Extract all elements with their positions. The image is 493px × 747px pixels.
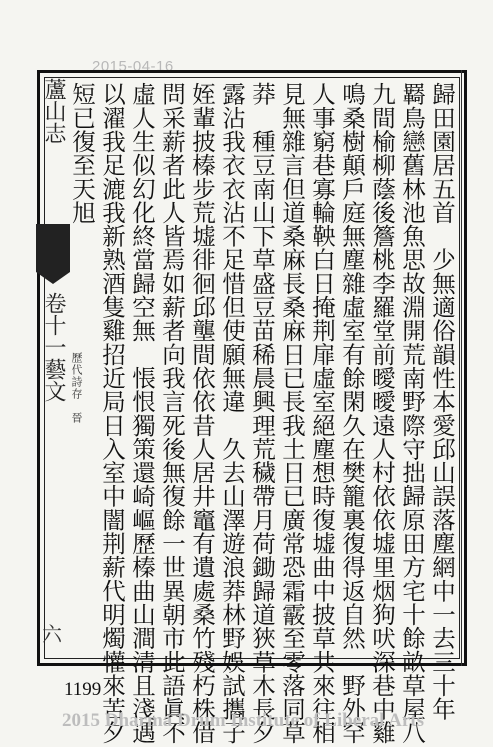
fish-tail-mark	[36, 224, 70, 284]
margin-leaf-number: 六	[42, 622, 62, 646]
watermark-text: 2015 Dharma Drum Institute of Liberal Arts	[62, 710, 425, 731]
text-column-6: 見無雜言但道桑麻長桑麻日已長我土日已廣常恐霜霰至零落同草	[278, 82, 306, 745]
margin-section: 歷代詩存 晉	[70, 352, 83, 424]
page-number: 1199	[64, 679, 102, 700]
text-column-8: 露沾我衣衣沾不足惜但使願無違 久去山澤遊浪莽林野娛試攜子	[218, 82, 246, 745]
text-column-3: 九間榆柳蔭後簷桃李羅堂前曖曖遠人村依依墟里烟狗吠深巷中雞	[368, 82, 396, 745]
margin-volume: 卷十一藝文	[41, 292, 66, 402]
text-column-5: 人事窮巷寡輪鞅白日掩荆扉虛室絕塵想時復墟曲中披草共來往相	[308, 82, 336, 745]
text-column-2: 羇鳥戀舊林池魚思故淵開荒南野際守拙歸原田方宅十餘畝草屋八	[398, 82, 426, 745]
margin-title: 蘆山志	[41, 78, 66, 144]
text-column-9: 姪輩披榛步荒墟徘徊邱壟間依依昔人居井竈有遺處桑竹殘朽株借	[188, 82, 216, 745]
text-column-4: 鳴桑樹顛戶庭無塵雜虛室有餘閑久在樊籠裏復得返自然 野外罕	[338, 82, 366, 745]
fold-line	[461, 70, 462, 666]
text-column-7: 莽 種豆南山下草盛豆苗稀晨興理荒穢帶月荷鋤歸道狹草木長夕	[248, 82, 276, 745]
text-column-12: 以濯我足漉我新熟酒隻雞招近局日入室中闇荆薪代明燭懽來苦夕	[98, 82, 126, 745]
text-column-10: 問采薪者此人皆焉如薪者向我言死後無復餘一世異朝市此語眞不	[158, 82, 186, 745]
date-stamp: 2015-04-16	[92, 58, 174, 75]
text-column-13: 短已復至天旭	[68, 82, 96, 224]
text-column-11: 虛人生似幻化終當歸空無 悵恨獨策還崎嶇歷榛曲山澗清且淺遇	[128, 82, 156, 745]
text-column-1: 歸田園居五首 少無適俗韻性本愛邱山誤落塵網中一去三十年	[428, 82, 456, 721]
